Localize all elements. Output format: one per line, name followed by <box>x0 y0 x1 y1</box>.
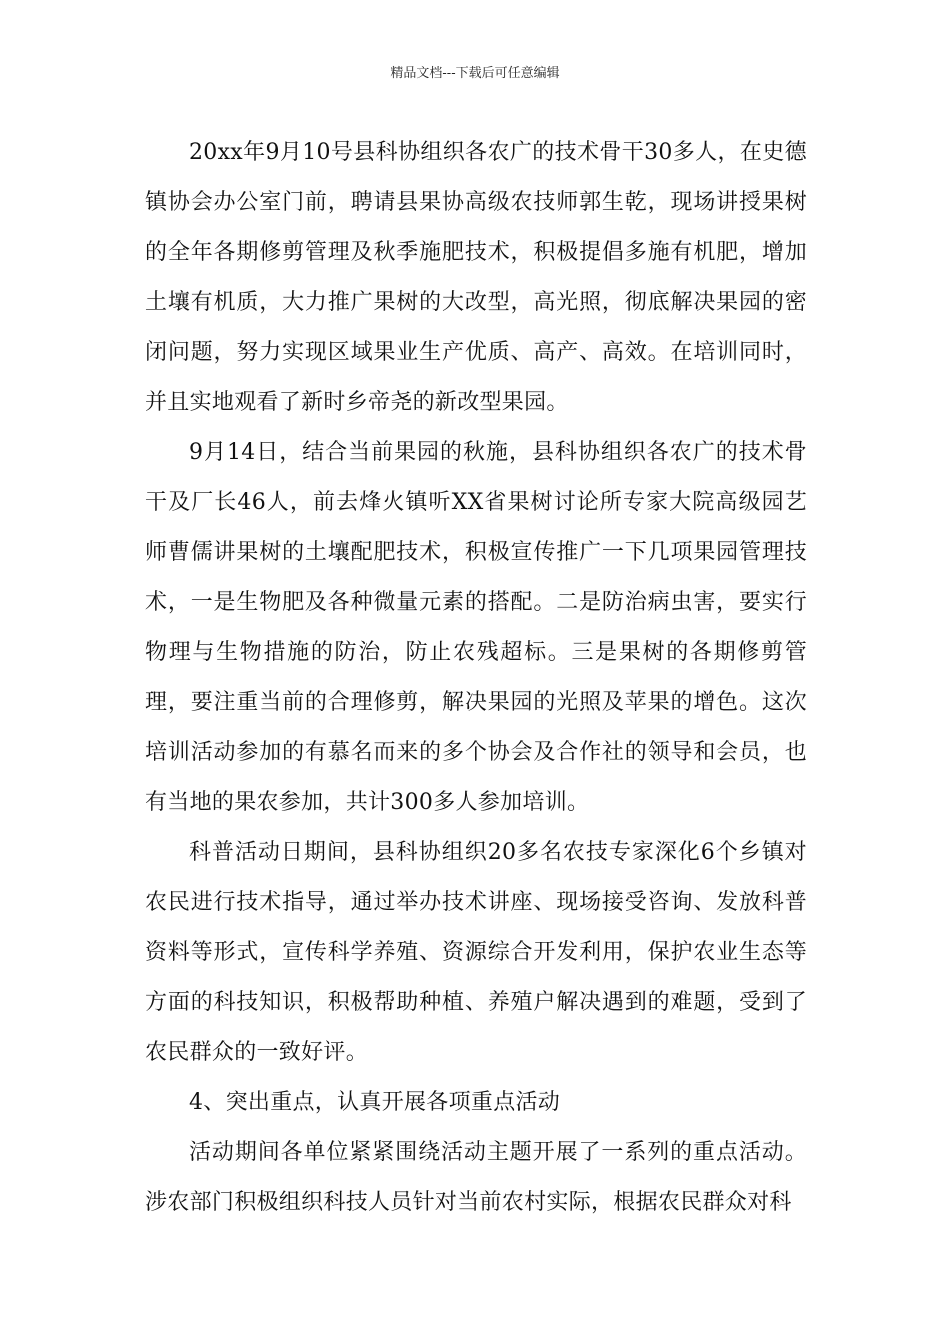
paragraph-training-sept-14: 9月14日，结合当前果园的秋施，县科协组织各农广的技术骨干及厂长46人，前去烽火镇听XX省果树讨论所专家大院高级园艺师曹儒讲果树的土壤配肥技术，积极宣传推广一下几项果园管理技术，一是生物肥及各种微量元素的搭配。二是防治病虫害，要实行物理与生物措施的防治，防止农残超标。三是果树的各期修剪管理，要注重当前的合理修剪，解决果园的光照及苹果的增色。这次培训活动参加的有慕名而来的多个协会及合作社的领导和会员，也有当地的果农参加，共计300多人参加培训。 <box>145 440 807 815</box>
paragraph-key-activities: 活动期间各单位紧紧围绕活动主题开展了一系列的重点活动。涉农部门积极组织科技人员针对当前农村实际，根据农民群众对科 <box>145 1140 807 1215</box>
section-heading-key-activities: 4、突出重点，认真开展各项重点活动 <box>189 1090 561 1115</box>
page-header: 精品文档---下载后可任意编辑 <box>390 66 560 81</box>
paragraph-science-day: 科普活动日期间，县科协组织20多名农技专家深化6个乡镇对农民进行技术指导，通过举办技术讲座、现场接受咨询、发放科普资料等形式，宣传科学养殖、资源综合开发利用，保护农业生态等方面的科技知识，积极帮助种植、养殖户解决遇到的难题，受到了农民群众的一致好评。 <box>145 840 807 1065</box>
document-body <box>145 128 807 1228</box>
paragraph-training-sept-10: 20xx年9月10号县科协组织各农广的技术骨干30多人，在史德镇协会办公室门前，聘请县果协高级农技师郭生乾，现场讲授果树的全年各期修剪管理及秋季施肥技术，积极提倡多施有机肥，增加土壤有机质，大力推广果树的大改型，高光照，彻底解决果园的密闭问题，努力实现区域果业生产优质、高产、高效。在培训同时，并且实地观看了新时乡帝尧的新改型果园。 <box>145 140 807 415</box>
